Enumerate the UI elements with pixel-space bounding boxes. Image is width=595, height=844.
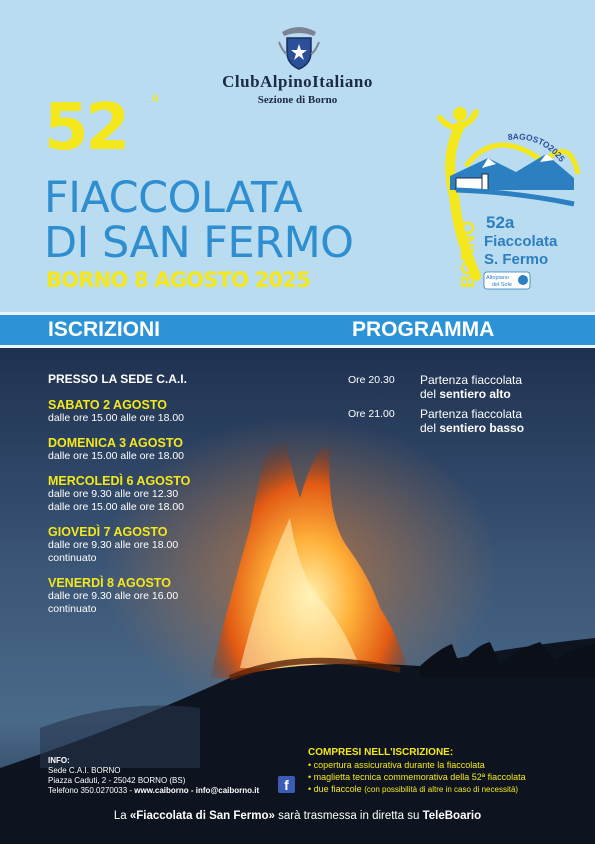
- info-heading: INFO:: [48, 756, 70, 765]
- included-item-note: (con possibilità di altre in caso di necessità): [364, 785, 519, 794]
- program-row: [348, 407, 578, 435]
- logo-sun-icon: [518, 275, 528, 285]
- footer-event-name: «Fiaccolata di San Fermo»: [129, 810, 275, 822]
- program-text: [420, 407, 524, 435]
- program-line-1: Partenza fiaccolata: [420, 407, 523, 421]
- section-band: [0, 312, 595, 348]
- program-line-2: [420, 421, 524, 435]
- day-label: VENERDÌ 8 AGOSTO: [48, 576, 171, 590]
- logo-badge-line-2: del Sole: [492, 282, 512, 288]
- hours-line: dalle ore 15.00 alle ore 18.00: [48, 450, 185, 462]
- program-text: [420, 373, 522, 401]
- day-label: GIOVEDÌ 7 AGOSTO: [48, 525, 168, 539]
- included-heading: COMPRESI NELL'ISCRIZIONE:: [308, 747, 454, 758]
- program-row: [348, 373, 578, 401]
- list-item: [48, 576, 278, 616]
- logo-figure-head: [453, 107, 467, 121]
- logo-edition: 52a: [486, 213, 515, 232]
- list-item: • due fiaccole (con possibilità di altre in caso di necessità): [308, 784, 519, 794]
- cai-crest-icon: [274, 22, 324, 72]
- info-line-3: [48, 786, 259, 796]
- program-line-1: Partenza fiaccolata: [420, 373, 523, 387]
- day-label: DOMENICA 3 AGOSTO: [48, 436, 183, 450]
- edition-superscript: a: [152, 92, 159, 104]
- footer-prefix: La: [113, 810, 130, 822]
- hours-line: continuato: [48, 552, 97, 564]
- event-date: BORNO 8 AGOSTO 2025: [46, 268, 310, 292]
- edition-number: 52: [44, 91, 128, 165]
- program-line-2: [420, 387, 522, 401]
- included-item-text: maglietta tecnica commemorativa della 52ª fiaccolata: [313, 772, 526, 782]
- info-line-2: Piazza Caduti, 2 - 25042 BORNO (BS): [48, 776, 186, 785]
- hours-line: dalle ore 9.30 alle ore 16.00: [48, 590, 179, 602]
- iscrizioni-section: [48, 372, 278, 627]
- hours-line: dalle ore 15.00 alle ore 18.00: [48, 501, 185, 513]
- list-item: [48, 436, 278, 463]
- list-item: [48, 525, 278, 565]
- programma-section: [348, 373, 578, 441]
- info-phone: Telefono 350.0270033 -: [48, 786, 135, 795]
- org-section: Sezione di Borno: [257, 94, 338, 106]
- programma-title: PROGRAMMA: [352, 318, 495, 341]
- program-time: Ore 20.30: [348, 374, 395, 386]
- band-top-line: [0, 312, 595, 315]
- hours-line: dalle ore 9.30 alle ore 18.00: [48, 539, 179, 551]
- logo-line-2: S. Fermo: [484, 251, 549, 268]
- footer-channel: TeleBoario: [422, 810, 482, 822]
- info-block: [48, 756, 259, 796]
- hours-line: dalle ore 15.00 alle ore 18.00: [48, 412, 185, 424]
- iscrizioni-location: PRESSO LA SEDE C.A.I.: [48, 372, 187, 386]
- iscrizioni-title: ISCRIZIONI: [48, 318, 161, 341]
- program-time: Ore 21.00: [348, 408, 395, 420]
- event-logo: [436, 96, 586, 296]
- info-web-email[interactable]: www.caiborno - info@caiborno.it: [134, 786, 260, 795]
- logo-vertical-borno: BORNO: [458, 221, 478, 288]
- title-line-2: DI SAN FERMO: [44, 218, 354, 268]
- included-block: [308, 747, 588, 796]
- footer-middle: sarà trasmessa in diretta su: [274, 810, 423, 822]
- org-name: ClubAlpinoItaliano: [222, 72, 373, 91]
- info-line-1: Sede C.A.I. BORNO: [48, 766, 121, 775]
- list-item: • copertura assicurativa durante la fiaccolata: [308, 760, 485, 770]
- hours-line: continuato: [48, 603, 97, 615]
- title-line-1: FIACCOLATA: [44, 173, 303, 223]
- list-item: [48, 474, 278, 514]
- included-item-text: copertura assicurativa durante la fiaccolata: [313, 760, 485, 770]
- logo-line-1: Fiaccolata: [484, 233, 558, 250]
- day-label: SABATO 2 AGOSTO: [48, 398, 168, 412]
- list-item: • maglietta tecnica commemorativa della 52ª fiaccolata: [308, 772, 526, 782]
- list-item: [48, 398, 278, 425]
- broadcast-footer: [0, 810, 595, 822]
- logo-date-arc: 8AGOSTO2025: [507, 131, 567, 164]
- hours-line: dalle ore 9.30 alle ore 12.30: [48, 488, 179, 500]
- facebook-icon[interactable]: f: [278, 776, 295, 793]
- included-item-text: due fiaccole: [313, 784, 362, 794]
- day-label: MERCOLEDÌ 6 AGOSTO: [48, 474, 191, 488]
- program-line-2-prefix: del: [420, 421, 440, 435]
- program-line-2-bold: sentiero basso: [439, 421, 525, 435]
- logo-badge-line-1: Altopiano: [486, 275, 509, 281]
- program-line-2-bold: sentiero alto: [439, 387, 511, 401]
- program-line-2-prefix: del: [420, 387, 440, 401]
